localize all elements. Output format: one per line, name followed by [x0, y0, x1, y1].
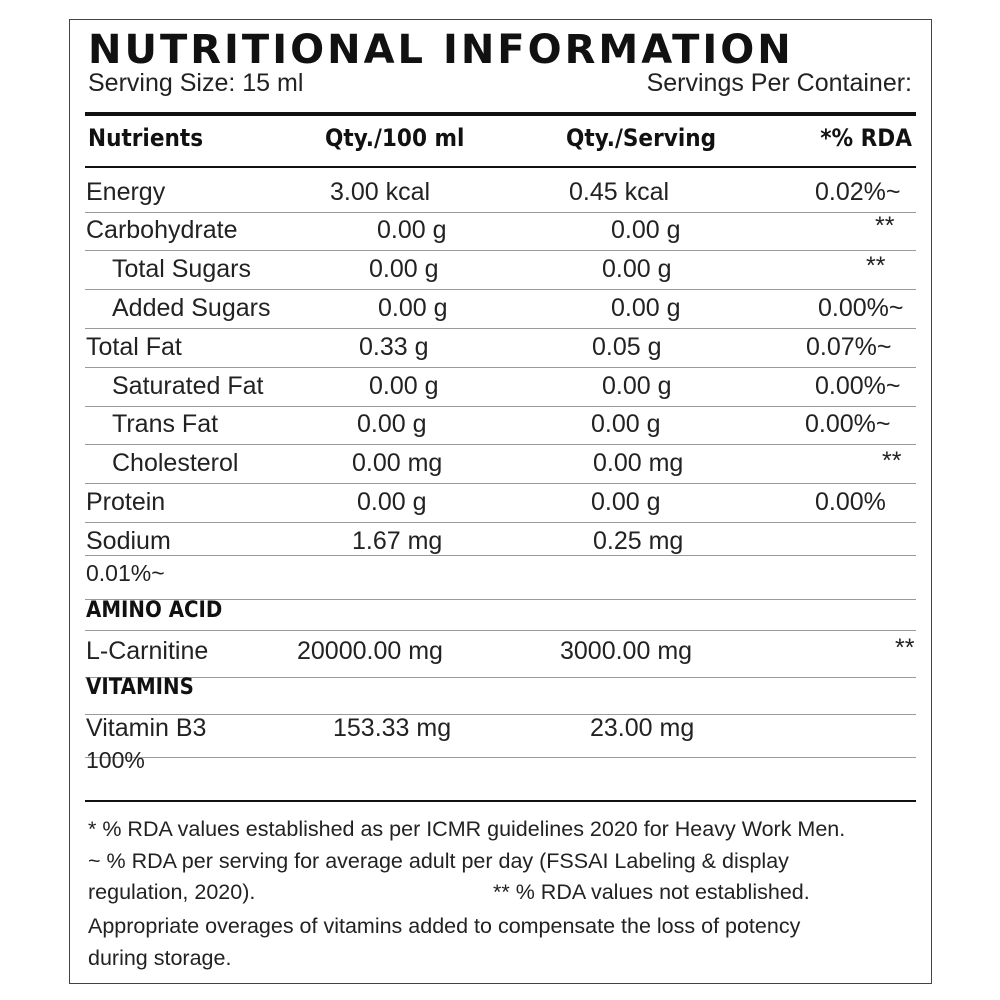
footnote-overages-cont: during storage.: [88, 946, 232, 970]
row-divider: [85, 483, 916, 484]
nutrient-rda: 0.01%~: [86, 560, 165, 586]
nutrient-name: Total Sugars: [112, 255, 251, 283]
column-header-per-serving: Qty./Serving: [566, 124, 717, 152]
label-title: NUTRITIONAL INFORMATION: [88, 27, 794, 73]
nutrient-name: Saturated Fat: [112, 372, 264, 400]
row-divider: [85, 757, 916, 758]
row-divider: [85, 714, 916, 715]
footnote-rule: [85, 800, 916, 802]
nutrient-qty-per-100ml: 0.00 g: [378, 294, 448, 322]
row-divider: [85, 406, 916, 407]
nutrient-rda: 0.00%~: [805, 410, 891, 438]
nutrient-qty-per-100ml: 0.00 g: [357, 488, 427, 516]
section-heading-vitamins: VITAMINS: [86, 675, 194, 700]
row-divider: [85, 328, 916, 329]
nutrient-name: Total Fat: [86, 333, 182, 361]
row-divider: [85, 522, 916, 523]
section-heading-amino-acid: AMINO ACID: [86, 598, 223, 623]
column-header-per-100ml: Qty./100 ml: [325, 124, 465, 152]
servings-per-container: Servings Per Container:: [646, 69, 912, 97]
nutrient-rda: 0.00%~: [818, 294, 904, 322]
footnote-rda-fssai-cont: regulation, 2020).: [88, 880, 256, 904]
nutrient-qty-per-serving: 0.00 g: [611, 216, 681, 244]
footnote-rda-fssai: ~ % RDA per serving for average adult per day (FSSAI Labeling & display: [88, 849, 789, 873]
nutrient-qty-per-serving: 0.25 mg: [593, 527, 684, 555]
nutrient-qty-per-100ml: 0.00 g: [369, 372, 439, 400]
column-header-rda: *% RDA: [820, 124, 912, 152]
nutrient-qty-per-100ml: 0.00 g: [357, 410, 427, 438]
nutrient-qty-per-100ml: 3.00 kcal: [330, 178, 431, 206]
header-top-rule: [85, 112, 916, 116]
nutrient-rda: 0.02%~: [815, 178, 901, 206]
nutrient-rda: 0.00%~: [815, 372, 901, 400]
nutrient-rda: 100%: [86, 747, 145, 773]
row-divider: [85, 289, 916, 290]
header-bottom-rule: [85, 166, 916, 168]
nutrient-qty-per-100ml: 153.33 mg: [333, 714, 452, 742]
nutrient-qty-per-serving: 0.00 g: [591, 410, 661, 438]
nutrient-name: Sodium: [86, 527, 171, 555]
footnote-rda-not-established: ** % RDA values not established.: [493, 880, 810, 904]
nutrient-qty-per-serving: 0.05 g: [592, 333, 662, 361]
nutrient-qty-per-100ml: 0.00 mg: [352, 449, 443, 477]
nutrient-qty-per-serving: 0.00 mg: [593, 449, 684, 477]
nutrient-qty-per-serving: 0.45 kcal: [569, 178, 670, 206]
row-divider: [85, 677, 916, 678]
nutrient-name: Carbohydrate: [86, 216, 238, 244]
nutrient-rda: 0.07%~: [806, 333, 892, 361]
row-divider: [85, 250, 916, 251]
row-divider: [85, 212, 916, 213]
nutrient-name: Trans Fat: [112, 410, 219, 438]
nutrient-rda: **: [895, 634, 915, 662]
row-divider: [85, 630, 916, 631]
nutrient-name: Energy: [86, 178, 166, 206]
nutrient-qty-per-100ml: 0.00 g: [377, 216, 447, 244]
nutrient-qty-per-serving: 0.00 g: [602, 255, 672, 283]
nutrient-qty-per-serving: 23.00 mg: [590, 714, 695, 742]
nutrient-qty-per-100ml: 1.67 mg: [352, 527, 443, 555]
nutrient-qty-per-100ml: 0.33 g: [359, 333, 429, 361]
row-divider: [85, 367, 916, 368]
row-divider: [85, 555, 916, 556]
nutrient-qty-per-100ml: 0.00 g: [369, 255, 439, 283]
row-divider: [85, 444, 916, 445]
nutrient-name: L-Carnitine: [86, 637, 209, 665]
nutrient-rda: **: [866, 252, 886, 280]
nutrient-qty-per-serving: 0.00 g: [591, 488, 661, 516]
nutrient-qty-per-serving: 0.00 g: [602, 372, 672, 400]
footnote-overages: Appropriate overages of vitamins added to compensate the loss of potency: [88, 914, 801, 938]
nutrient-qty-per-100ml: 20000.00 mg: [297, 637, 443, 665]
nutrient-qty-per-serving: 3000.00 mg: [560, 637, 693, 665]
column-header-nutrients: Nutrients: [88, 124, 204, 152]
nutrient-name: Vitamin B3: [86, 714, 207, 742]
nutrient-name: Added Sugars: [112, 294, 271, 322]
nutrient-name: Protein: [86, 488, 166, 516]
serving-size: Serving Size: 15 ml: [88, 69, 304, 97]
nutrient-name: Cholesterol: [112, 449, 239, 477]
nutrient-rda: **: [882, 447, 902, 475]
nutrient-rda: 0.00%: [815, 488, 886, 516]
nutrient-rda: **: [875, 212, 895, 240]
footnote-rda-icmr: * % RDA values established as per ICMR guidelines 2020 for Heavy Work Men.: [88, 817, 846, 841]
nutrient-qty-per-serving: 0.00 g: [611, 294, 681, 322]
